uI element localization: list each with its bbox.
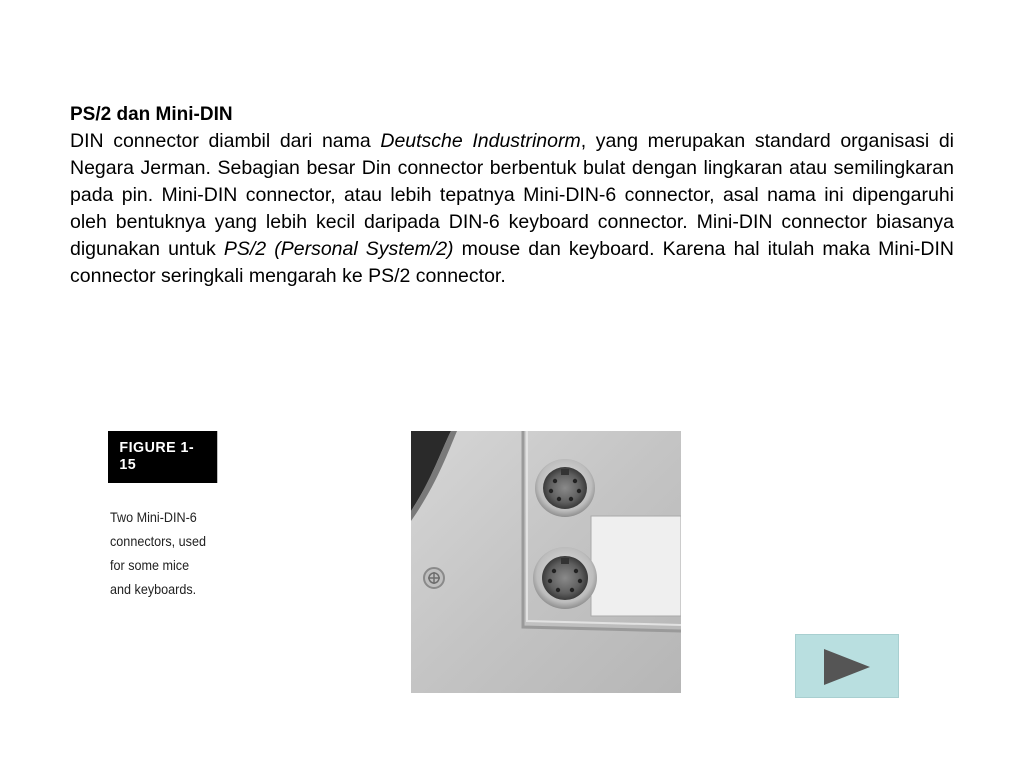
- body-text-part-1: DIN connector diambil dari nama: [70, 130, 381, 152]
- slide-body-text: [70, 128, 954, 290]
- mini-din-connectors-image: [411, 431, 681, 693]
- body-text-emphasis-ps2: PS/2 (Personal System/2): [223, 238, 454, 260]
- figure-caption: [108, 431, 308, 601]
- figure-label: FIGURE 1-15: [108, 431, 217, 483]
- body-text-part-3: mouse dan keyboard. Karena hal itulah maka Mini-DIN connector seringkali mengarah ke PS/2 connector.: [70, 238, 954, 287]
- mini-din-connectors-photo: [411, 431, 681, 693]
- slide-title: PS/2 dan Mini-DIN: [70, 104, 233, 125]
- play-triangle-icon: [822, 648, 874, 686]
- figure-description-line: and keyboards.: [110, 581, 197, 597]
- body-text-part-2: , yang merupakan standard organisasi di Negara Jerman. Sebagian besar Din connector berbentuk bulat dengan lingkaran atau semilingkaran pada pin. Mini-DIN connector, atau lebih tepatnya Mini-DIN-6 connector, asal nama ini dipengaruhi oleh bentuknya yang lebih kecil daripada DIN-6 keyboard connector. Mini-DIN connector biasanya digunakan untuk: [70, 130, 955, 260]
- figure-description: [110, 505, 227, 601]
- slide-content: [70, 101, 954, 290]
- body-text-emphasis-din: Deutsche Industrinorm: [380, 130, 581, 152]
- figure-description-line: Two Mini-DIN-6: [110, 509, 197, 525]
- next-slide-button[interactable]: [795, 634, 899, 698]
- figure-description-line: for some mice: [110, 557, 190, 573]
- figure-description-line: connectors, used: [110, 533, 206, 549]
